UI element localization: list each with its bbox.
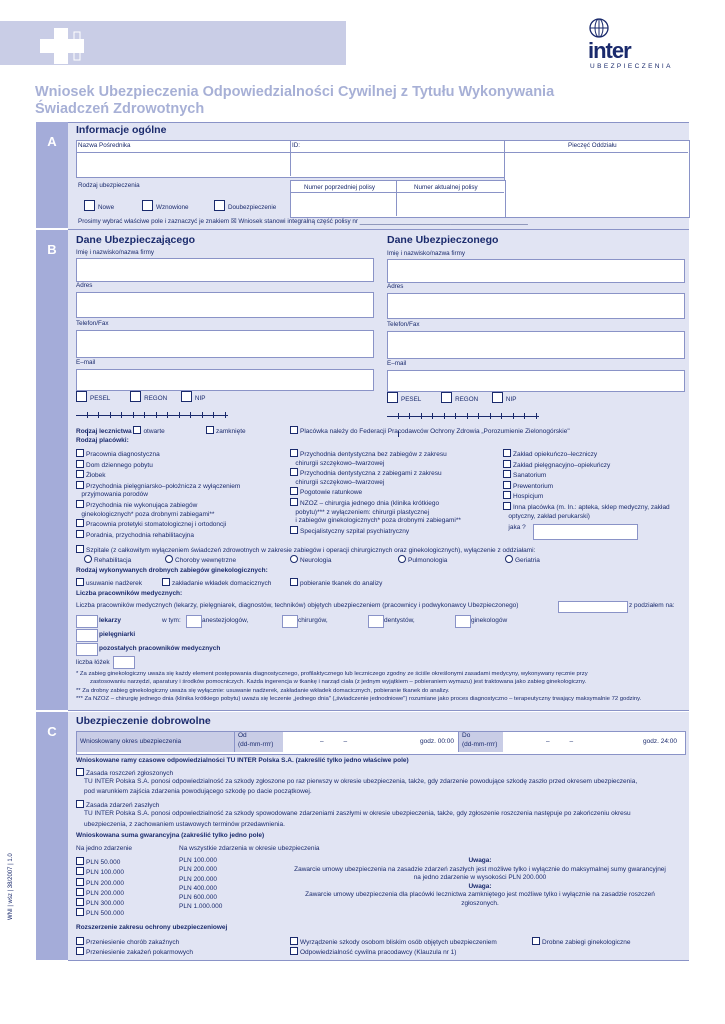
suma-title: Wnioskowana suma gwarancyjna (zakreślić tylko jedno pole) bbox=[76, 832, 265, 839]
footnotes: * Za zabieg ginekologiczny uważa się każdy element postępowania diagnostycznego, profilaktycznego lub leczniczego zgodny ze ściśle określonymi zasadami medycyny, wykonywany ręcznie przy zastosowaniu narzędzi, aparatury i środków pomocniczych. Każda ingerencja w tkankę i narząd ciała (z jednym wyjątkiem – pobieraniem wymazu) jest traktowana jako zabieg ginekologiczny. ** Za drobny zabieg ginekologiczny uważa się wyłącznie: usuwanie nadżerek, zakładanie wkładek domacicznych, pobieranie tkanek do analizy. *** Za NZOZ – chirurgię jednego dnia (klinika krótkiego pobytu) uważa się leczenie „jednego dnia" („świadczenie jednodniowe") rozumiane jako proces diagnostyczno – terapeutyczny trwający maksymalnie 72 godziny. bbox=[76, 671, 642, 703]
do-date-input[interactable]: – – bbox=[546, 738, 574, 745]
posrednik-field[interactable] bbox=[76, 140, 506, 178]
drobne-option[interactable]: zakładanie wkładek domacicznych bbox=[162, 578, 271, 589]
chirurgow-input[interactable] bbox=[282, 615, 298, 628]
section-c-tab: C bbox=[36, 712, 68, 960]
wznowione-option[interactable]: Wznowione bbox=[142, 200, 189, 211]
ubezpieczony-email-input[interactable] bbox=[387, 370, 685, 392]
ubezpieczony-telefon-input[interactable] bbox=[387, 331, 685, 359]
footer-code: WNI | wśz | 38/2007 | 1.0 bbox=[8, 853, 14, 920]
posrednik-label: Nazwa Pośrednika bbox=[78, 142, 131, 149]
telefon-label: Telefon/Fax bbox=[76, 320, 109, 327]
checkbox[interactable] bbox=[503, 470, 511, 478]
oddzial-option[interactable]: Choroby wewnętrzne bbox=[165, 555, 236, 566]
do-format: (dd-mm-rrrr) bbox=[462, 741, 498, 748]
checkbox[interactable] bbox=[290, 498, 298, 506]
ubezpieczajacy-telefon-input[interactable] bbox=[76, 330, 374, 358]
checkbox[interactable] bbox=[76, 800, 84, 808]
checkbox[interactable] bbox=[76, 460, 84, 468]
checkbox[interactable] bbox=[503, 449, 511, 457]
doubezp-option[interactable]: Doubezpieczenie bbox=[214, 200, 276, 211]
checkbox[interactable] bbox=[76, 470, 84, 478]
divider bbox=[76, 152, 688, 153]
szpitale-option[interactable]: Szpitale (z całkowitym wyłączeniem świadczeń zdrowotnych w zakresie zabiegów i operacji chirurgicznych oraz ginekologicznych), wyłączenie z oddziałami: bbox=[76, 545, 535, 556]
okres-label: Wnioskowany okres ubezpieczenia bbox=[80, 738, 182, 745]
section-a-title: Informacje ogólne bbox=[76, 124, 167, 136]
checkbox[interactable] bbox=[214, 200, 225, 211]
ramy-title: Wnioskowane ramy czasowe odpowiedzialności TU INTER Polska S.A. (zakreślić tylko jedno właściwe pole) bbox=[76, 757, 409, 764]
checkbox[interactable] bbox=[76, 578, 84, 586]
pielegniarki-label: pielęgniarki bbox=[99, 631, 136, 638]
email-label: E–mail bbox=[387, 360, 407, 367]
na-jedno-label: Na jedno zdarzenie bbox=[76, 845, 133, 852]
rozsz-option[interactable]: Drobne zabiegi ginekologiczne bbox=[532, 937, 631, 948]
checkbox[interactable] bbox=[290, 578, 298, 586]
lozek-label: liczba łóżek bbox=[76, 659, 110, 666]
checkbox[interactable] bbox=[76, 530, 84, 538]
section-a-tab: A bbox=[36, 122, 68, 228]
ubezpieczajacy-email-input[interactable] bbox=[76, 369, 374, 391]
checkbox[interactable] bbox=[441, 392, 452, 403]
placowki-col3: Zakład opiekuńczo–leczniczy Zakład pielęgnacyjno–opiekuńczy Sanatorium Prewentorium Hospicjum Inna placówka (m. In.: apteka, sklep medyczny, zakład optyczny, zakład perukarski) jaka ? bbox=[503, 451, 670, 532]
godz-od: godz. 00:00 bbox=[420, 738, 454, 745]
checkbox[interactable] bbox=[76, 908, 84, 916]
checkbox[interactable] bbox=[290, 937, 298, 945]
roszczen-desc: pod warunkiem zajścia zdarzenia powodującego szkodę po dacie początkowej. bbox=[84, 788, 312, 795]
logo-subtitle: UBEZPIECZENIA bbox=[590, 63, 673, 70]
inna-placowka-input[interactable] bbox=[533, 524, 638, 540]
checkbox[interactable] bbox=[76, 888, 84, 896]
wtym-label: w tym: bbox=[162, 617, 181, 624]
checkbox[interactable] bbox=[76, 449, 84, 457]
checkbox[interactable] bbox=[492, 392, 503, 403]
roszczen-option[interactable]: Zasada roszczeń zgłoszonych bbox=[76, 768, 173, 779]
poprz-polisa-field[interactable] bbox=[291, 193, 395, 215]
ginekologow-input[interactable] bbox=[455, 615, 471, 628]
checkbox[interactable] bbox=[532, 937, 540, 945]
pielegniarki-input[interactable] bbox=[76, 629, 98, 642]
drobne-option[interactable]: pobieranie tkanek do analizy bbox=[290, 578, 382, 589]
pieczec-label: Pieczęć Oddziału bbox=[568, 142, 617, 149]
polisa-note: Prosimy wybrać właściwe pole i zaznaczyć je znakiem ☒ Wniosek stanowi integralną część polisy nr ________________________________________________ bbox=[78, 218, 528, 225]
pozostalych-input[interactable] bbox=[76, 643, 98, 656]
checkbox[interactable] bbox=[503, 491, 511, 499]
roszczen-desc: TU INTER Polska S.A. ponosi odpowiedzialność za szkody zgłoszone po raz pierwszy w okresie ubezpieczenia, także, gdy zdarzenie powodujące szkodę zaszło przed okresem ubezpieczenia, bbox=[84, 778, 638, 785]
checkbox[interactable] bbox=[290, 426, 298, 434]
logo: inter bbox=[588, 38, 631, 63]
checkbox[interactable] bbox=[76, 391, 87, 402]
ubezpieczajacy-number-field[interactable] bbox=[76, 405, 228, 416]
checkbox[interactable] bbox=[84, 200, 95, 211]
nowe-option[interactable]: Nowe bbox=[84, 200, 114, 211]
checkbox[interactable] bbox=[181, 391, 192, 402]
ginekologow-label: ginekologów bbox=[471, 617, 508, 624]
checkbox[interactable] bbox=[76, 898, 84, 906]
rodzaj-label: Rodzaj ubezpieczenia bbox=[78, 182, 140, 189]
oddzial-option[interactable]: Pulmonologia bbox=[398, 555, 447, 566]
podzial-label: z podziałem na: bbox=[629, 602, 675, 609]
uwaga-block: Uwaga: Zawarcie umowy ubezpieczenia na zasadzie zdarzeń zaszłych jest możliwe tylko i wyłącznie do maksymalnej sumy gwarancyjnej na jedno zdarzenie w wysokości PLN 200.000 Uwaga: Zawarcie umowy ubezpieczenia dla placówki lecznictwa zamkniętego jest możliwe tylko i wyłącznie na zasadzie roszczeń zgłoszonych. bbox=[294, 857, 666, 907]
checkbox[interactable] bbox=[503, 481, 511, 489]
suma-options: PLN 50.000 PLN 100.000 PLN 200.000 PLN 200.000 PLN 300.000 PLN 500.000 bbox=[76, 857, 124, 919]
suma-totals: PLN 100.000 PLN 200.000 PLN 200.000 PLN 400.000 PLN 600.000 PLN 1.000.000 bbox=[179, 857, 223, 911]
godz-do: godz. 24:00 bbox=[643, 738, 677, 745]
checkbox[interactable] bbox=[76, 867, 84, 875]
checkbox[interactable] bbox=[76, 947, 84, 955]
od-format: (dd-mm-rrrr) bbox=[238, 741, 274, 748]
rozsz-option[interactable]: Odpowiedzialność cywilna pracodawcy (Klauzula nr 1) bbox=[290, 947, 456, 958]
radio[interactable] bbox=[165, 555, 173, 563]
checkbox[interactable] bbox=[76, 519, 84, 527]
ubezpieczajacy-title: Dane Ubezpieczającego bbox=[76, 234, 196, 246]
placowki-col1: Pracownia diagnostyczna Dom dziennego pobytu Żłobek Przychodnia pielęgniarsko–położnicza z wyłączeniem przyjmowania porodów Przychodnia nie wykonująca zabiegów ginekologicznych* poza drobnymi zabiegami** Pracownia protetyki stomatologicznej i ortodoncji Poradnia, przychodnia rehabilitacyjna bbox=[76, 451, 241, 539]
lekarzy-input[interactable] bbox=[76, 615, 98, 628]
zdarzen-desc: ubezpieczenia, z zachowaniem ustawowych terminów przedawnienia. bbox=[84, 821, 285, 828]
rozsz-option[interactable]: Przeniesienie zakażeń pokarmowych bbox=[76, 947, 193, 958]
checkbox[interactable] bbox=[206, 426, 214, 434]
ubezpieczajacy-adres-input[interactable] bbox=[76, 292, 374, 318]
ubezpieczony-number-field[interactable] bbox=[387, 406, 539, 417]
checkbox[interactable] bbox=[76, 500, 84, 508]
lozek-input[interactable] bbox=[113, 656, 135, 669]
checkbox[interactable] bbox=[142, 200, 153, 211]
checkbox[interactable] bbox=[503, 460, 511, 468]
id-label: ID: bbox=[292, 142, 301, 149]
dentystow-input[interactable] bbox=[368, 615, 384, 628]
checkbox[interactable] bbox=[76, 545, 84, 553]
rozsz-title: Rozszerzenie zakresu ochrony ubezpieczeniowej bbox=[76, 924, 228, 931]
imie-label: Imię i nazwisko/nazwa firmy bbox=[387, 250, 466, 257]
checkbox[interactable] bbox=[290, 487, 298, 495]
rozsz-option[interactable]: Przeniesienie chorób zakaźnych bbox=[76, 937, 179, 948]
poprz-polisa-label: Numer poprzedniej polisy bbox=[304, 184, 376, 191]
checkbox[interactable] bbox=[76, 878, 84, 886]
ubezpieczony-adres-input[interactable] bbox=[387, 293, 685, 319]
checkbox[interactable] bbox=[290, 526, 298, 534]
checkbox[interactable] bbox=[76, 937, 84, 945]
anestezjologow-label: anestezjologów, bbox=[202, 617, 249, 624]
section-c-title: Ubezpieczenie dobrowolne bbox=[76, 715, 211, 727]
telefon-label: Telefon/Fax bbox=[387, 321, 420, 328]
section-b-tab: B bbox=[36, 230, 68, 710]
checkbox[interactable] bbox=[76, 768, 84, 776]
ubezpieczony-imie-input[interactable] bbox=[387, 259, 685, 283]
liczba-label: Liczba pracowników medycznych: bbox=[76, 590, 183, 597]
checkbox[interactable] bbox=[76, 857, 84, 865]
checkbox[interactable] bbox=[290, 468, 298, 476]
drobne-option[interactable]: usuwanie nadżerek bbox=[76, 578, 142, 589]
oddzial-option[interactable]: Rehabilitacja bbox=[84, 555, 131, 566]
oddzial-option[interactable]: Neurologia bbox=[290, 555, 331, 566]
aktualna-polisa-label: Numer aktualnej polisy bbox=[414, 184, 478, 191]
id-type-options[interactable]: PESEL REGON NIP bbox=[387, 392, 516, 403]
od-date-input[interactable]: – – bbox=[320, 738, 348, 745]
zdarzen-option[interactable]: Zasada zdarzeń zaszłych bbox=[76, 800, 159, 811]
adres-label: Adres bbox=[76, 282, 93, 289]
checkbox[interactable] bbox=[290, 449, 298, 457]
imie-label: Imię i nazwisko/nazwa firmy bbox=[76, 249, 155, 256]
ubezpieczajacy-imie-input[interactable] bbox=[76, 258, 374, 282]
oddzial-option[interactable]: Geriatria bbox=[505, 555, 540, 566]
checkbox[interactable] bbox=[76, 481, 84, 489]
radio[interactable] bbox=[84, 555, 92, 563]
od-label: Od bbox=[238, 732, 247, 739]
checkbox[interactable] bbox=[290, 947, 298, 955]
email-label: E–mail bbox=[76, 359, 96, 366]
divider bbox=[290, 140, 291, 176]
adres-label: Adres bbox=[387, 283, 404, 290]
placowki-label: Rodzaj placówki: bbox=[76, 437, 129, 444]
chirurgow-label: chirurgów, bbox=[298, 617, 328, 624]
pozostalych-label: pozostałych pracowników medycznych bbox=[99, 645, 221, 652]
checkbox[interactable] bbox=[162, 578, 170, 586]
do-label: Do bbox=[462, 732, 471, 739]
radio[interactable] bbox=[290, 555, 298, 563]
dentystow-label: dentystów, bbox=[384, 617, 415, 624]
id-type-options[interactable]: PESEL REGON NIP bbox=[76, 391, 205, 402]
checkbox[interactable] bbox=[133, 426, 141, 434]
rozsz-option[interactable]: Wyrządzenie szkody osobom bliskim osób objętych ubezpieczeniem bbox=[290, 937, 497, 948]
medical-cross-icon bbox=[40, 28, 84, 64]
placowki-col2: Przychodnia dentystyczna bez zabiegów z zakresu chirurgii szczękowo–twarzowej Przychodnia dentystyczna z zabiegami z zakresu chirurgii szczękowo–twarzowej Pogotowie ratunkowe NZOZ – chirurgia jednego dnia (klinika krótkiego pobytu)*** z wyłączeniem: chirurgii plastycznej i zabiegów ginekologicznych* poza drobnymi zabiegami** Specjalistyczny szpital psychiatryczny bbox=[290, 451, 461, 535]
page-title: Wniosek Ubezpieczenia Odpowiedzialności Cywilnej z Tytułu Wykonywania Świadczeń Zdrowotnych bbox=[35, 84, 555, 117]
anestezjologow-input[interactable] bbox=[186, 615, 202, 628]
zamkniete-option[interactable]: zamknięte bbox=[206, 426, 246, 437]
checkbox[interactable] bbox=[387, 392, 398, 403]
federacja-option[interactable]: Placówka należy do Federacji Pracodawców Ochrony Zdrowia „Porozumienie Zielonogórskie" bbox=[290, 426, 570, 437]
checkbox[interactable] bbox=[130, 391, 141, 402]
checkbox[interactable] bbox=[503, 502, 511, 510]
zdarzen-desc: TU INTER Polska S.A. ponosi odpowiedzialność za szkody spowodowane zdarzeniami zaszłymi w okresie ubezpieczenia, także, gdy zgłoszenie roszczenia następuje po zakończeniu okresu bbox=[84, 810, 631, 817]
ubezpieczony-title: Dane Ubezpieczonego bbox=[387, 234, 499, 246]
liczba-pracownikow-input[interactable] bbox=[558, 601, 628, 613]
liczba-text: Liczba pracowników medycznych (lekarzy, pielęgniarek, diagnostów, techników) objętych ubezpieczeniem (pracownicy i podwykonawcy Ubezpieczonego) bbox=[76, 602, 519, 609]
lekarzy-label: lekarzy bbox=[99, 617, 122, 624]
na-wszystkie-label: Na wszystkie zdarzenia w okresie ubezpieczenia bbox=[179, 845, 320, 852]
globe-icon bbox=[588, 17, 610, 39]
radio[interactable] bbox=[505, 555, 513, 563]
radio[interactable] bbox=[398, 555, 406, 563]
aktualna-polisa-field[interactable] bbox=[397, 193, 503, 215]
lecznictwo-row: Rodzaj lecznictwa otwarte bbox=[76, 428, 165, 435]
drobne-label: Rodzaj wykonywanych drobnych zabiegów ginekologicznych: bbox=[76, 567, 268, 574]
